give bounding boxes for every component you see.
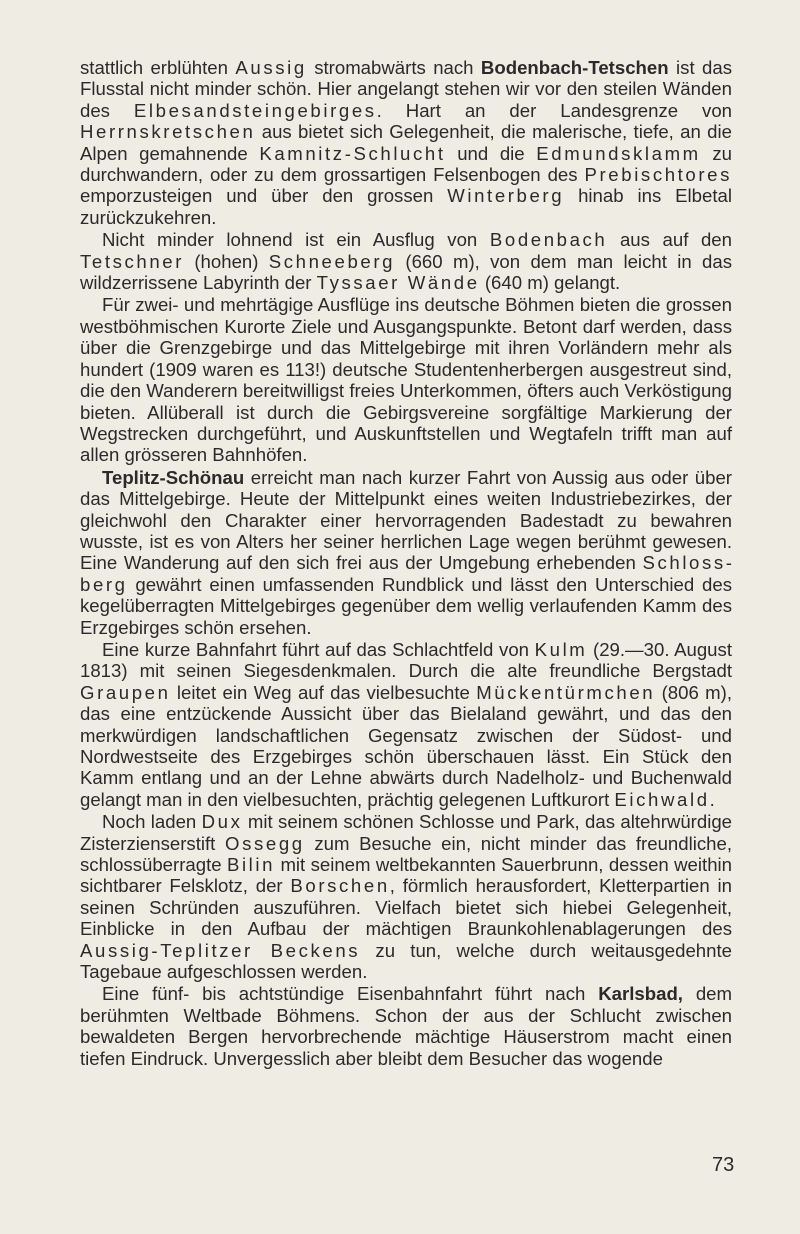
- text: emporzusteigen und über den grossen: [80, 185, 448, 207]
- place-name: Ossegg: [225, 832, 305, 854]
- place-name: Dux: [201, 811, 243, 833]
- place-name: Prebischtores: [584, 164, 732, 186]
- text: ist das Flusstal nicht minder schön. Hier angelangt stehen wir vor den steilen Wänden des: [80, 57, 732, 121]
- place-name: Mückentürmchen: [476, 681, 656, 703]
- text: zu durchwandern, oder zu dem grossartigen Felsenbogen des: [80, 142, 732, 186]
- place-name: Eichwald: [614, 788, 710, 810]
- text: (806 m), das eine entzückende Aussicht über das Bielaland gewährt, und das den merkwürdigen landschaftlichen Gegensatz zwischen der Südost- und Nordwestseite des Erzgebirges schön überschauen lässt. Ein Stück den Kamm entlang und an der Lehne abwärts durch Nadelholz- und Buchenwald gelangt man in den vielbesuchten, prächtig gelegenen Luftkurort: [80, 681, 732, 810]
- place-name: Aussig-Teplitzer Beckens: [80, 939, 361, 961]
- text: hinab ins Elbetal zurückzukehren.: [80, 185, 732, 228]
- text: , förmlich herausfordert, Kletterpartien in seinen Schründen auszuführen. Vielfach bietet sich hiebei Gelegenheit, Einblicke in den Aufbau der mächtigen Braunkohlenablagerungen des: [80, 875, 732, 940]
- page-number: 73: [712, 1154, 735, 1176]
- place-name: Graupen: [80, 681, 171, 703]
- paragraph-6: [80, 811, 732, 982]
- place-name: Bilin: [226, 854, 276, 876]
- text: aus auf den: [607, 229, 732, 251]
- text: (660 m), von dem man leicht in das wildzerrissene Labyrinth der: [80, 250, 732, 294]
- place-name: Kamnitz-Schlucht: [259, 142, 446, 164]
- text: Noch laden: [102, 811, 202, 833]
- place-name: Tetschner: [80, 250, 185, 272]
- text: Eine kurze Bahnfahrt führt auf das Schlachtfeld von: [102, 638, 535, 660]
- place-name: Schneeberg: [268, 250, 396, 272]
- place-name: Edmundsklamm: [536, 142, 701, 164]
- place-name: Borschen: [290, 875, 390, 897]
- text: gewährt einen umfassenden Rundblick und lässt den Unterschied des kegelüberragten Mittelgebirges gegenüber dem wellig verlaufenden Kamm des Erzgebirges schön ersehen.: [80, 573, 732, 638]
- paragraph-4: [80, 467, 732, 638]
- text: Eine fünf- bis achtstündige Eisenbahnfahrt führt nach: [102, 983, 599, 1005]
- text: leitet ein Weg auf das vielbesuchte: [170, 681, 477, 703]
- section-heading: Teplitz-Schönau: [102, 466, 245, 488]
- place-name: Kulm: [534, 638, 588, 660]
- place-name: Herrnskretschen: [80, 121, 256, 143]
- place-name: Elbesandsteingebirges: [133, 99, 377, 121]
- text: und die: [445, 142, 537, 164]
- text: (29.—30. August 1813) mit seinen Siegesdenkmalen. Durch die alte freundliche Bergstadt: [80, 638, 732, 682]
- text: Für zwei- und mehrtägige Ausflüge ins deutsche Böhmen bieten die grossen westböhmischen Kurorte Ziele und Ausgangspunkte. Betont darf werden, dass über die Grenzgebirge und das Mittelgebirge mit ihren Vorländern mehr als hundert (1909 waren es 113!) deutsche Studentenherbergen ausgestreut sind, die den Wanderern bereitwilligst freies Unterkommen, öfters auch Verköstigung bieten. Allüberall ist durch die Gebirgsvereine sorgfältige Markierung der Wegstrecken durchgeführt, und Auskunftstellen und Wegtafeln trifft man auf allen grösseren Bahnhöfen.: [80, 294, 732, 466]
- text: Nicht minder lohnend ist ein Ausflug von: [102, 229, 490, 251]
- section-heading: Karlsbad,: [598, 983, 683, 1005]
- text: stromabwärts nach: [306, 57, 481, 78]
- text: (hohen): [184, 250, 269, 272]
- text: zu tun, welche durch weitausgedehnte Tagebaue aufgeschlossen werden.: [80, 939, 732, 983]
- paragraph-7: [80, 983, 732, 1069]
- text: stattlich erblühten: [80, 57, 236, 78]
- text: .: [709, 788, 715, 810]
- paragraph-3: [80, 294, 732, 465]
- place-name: Schlossberg: [80, 552, 732, 595]
- text: (640 m) gelangt.: [479, 272, 621, 294]
- text: mit seinem schönen Schlosse und Park, das altehrwürdige Zisterzienserstift: [80, 811, 733, 854]
- text: . Hart an der Landesgrenze von: [376, 99, 732, 121]
- text: erreicht man nach kurzer Fahrt von Aussig aus oder über das Mittelgebirge. Heute der Mittelpunkt eines weiten Industriebezirkes, der gleichwohl den Charakter einer hervorragenden Badestadt zu bewahren wusste, ist es von Alters her seiner herrlichen Lage wegen berühmt gewesen. Eine Wanderung auf den sich frei aus der Umgebung erhebenden: [80, 466, 732, 574]
- section-heading: Bodenbach-Tetschen: [480, 57, 669, 78]
- paragraph-2: [80, 229, 732, 293]
- paragraph-1: [80, 57, 732, 228]
- paragraph-5: [80, 639, 732, 810]
- text: dem berühmten Weltbade Böhmens. Schon der aus der Schlucht zwischen bewaldeten Bergen hervorbrechende mächtige Häuserstrom macht einen tiefen Eindruck. Unvergesslich aber bleibt dem Besucher das wogende: [80, 983, 732, 1069]
- text: aus bietet sich Gelegenheit, die malerische, tiefe, an die Alpen gemahnende: [80, 121, 732, 164]
- text: zum Besuche ein, nicht minder das freundliche, schlossüberragte: [80, 832, 733, 876]
- place-name: Winterberg: [447, 185, 565, 207]
- place-name: Aussig: [235, 57, 307, 78]
- place-name: Tyssaer Wände: [316, 272, 480, 294]
- place-name: Bodenbach: [489, 229, 608, 251]
- text: mit seinem weltbekannten Sauerbrunn, dessen weithin sichtbarer Felsklotz, der: [80, 854, 733, 897]
